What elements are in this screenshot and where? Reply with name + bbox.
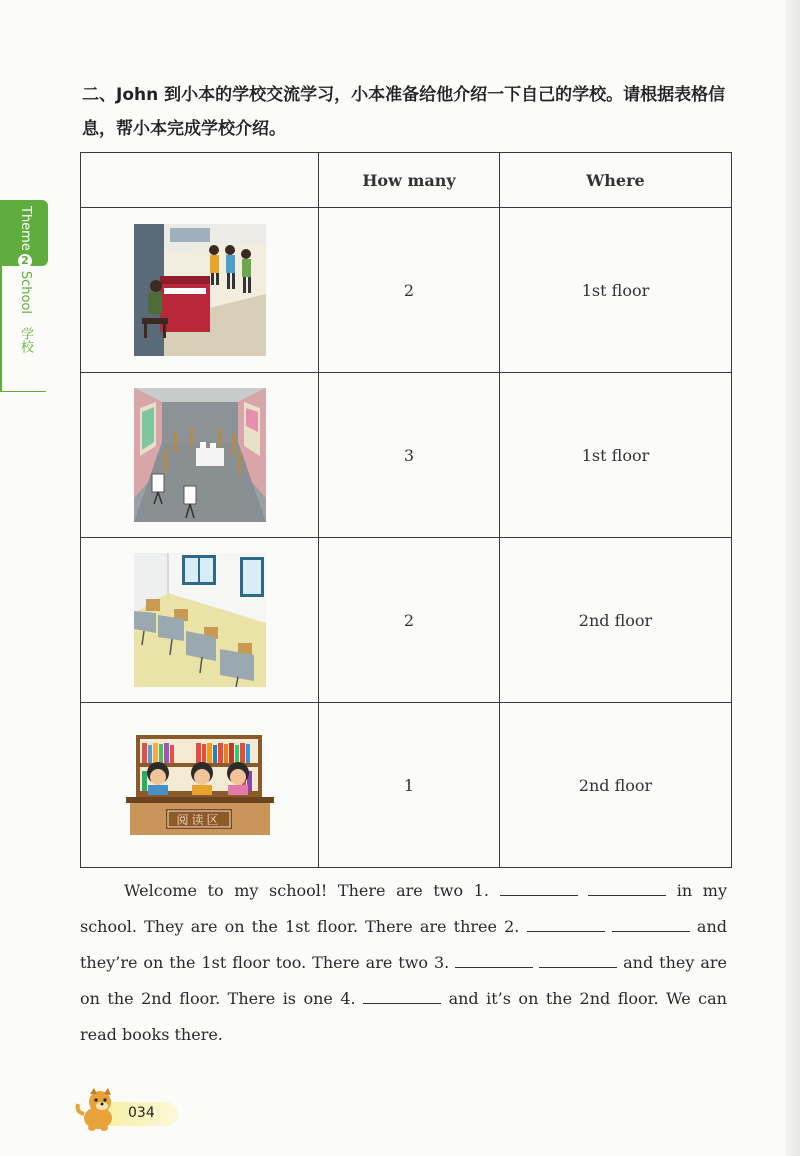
- page-edge: [786, 0, 800, 1156]
- passage-segment: Welcome to my school! There are two 1.: [124, 881, 489, 900]
- how-many-cell: 2: [319, 538, 500, 703]
- theme-label: Theme: [18, 206, 33, 251]
- where-cell: 1st floor: [500, 373, 732, 538]
- picture-cell: [81, 538, 319, 703]
- table-row: [81, 538, 732, 703]
- where-cell: 2nd floor: [500, 703, 732, 868]
- header-where: Where: [500, 153, 732, 208]
- table-row: [81, 703, 732, 868]
- music-room-icon: [134, 224, 266, 356]
- side-rule: [0, 391, 46, 392]
- passage-segment: and they’re on the 1st floor too. There are two 3.: [80, 917, 728, 972]
- passage-segment: and it’s on the 2nd floor. We can read books there.: [80, 989, 727, 1044]
- where-cell: 1st floor: [500, 208, 732, 373]
- table-header-row: [81, 153, 732, 208]
- blank-1a[interactable]: [500, 881, 578, 896]
- blank-1b[interactable]: [588, 881, 666, 896]
- how-many-cell: 2: [319, 208, 500, 373]
- picture-cell: [81, 703, 319, 868]
- theme-number-badge: 2: [18, 254, 32, 268]
- picture-cell: [81, 373, 319, 538]
- passage-paragraph: [80, 873, 727, 1053]
- subject-en: School: [18, 270, 33, 315]
- page-number: 034: [128, 1105, 155, 1121]
- exercise-title: 二、John 到小本的学校交流学习，小本准备给他介绍一下自己的学校。请根据表格信息，帮小本完成学校介绍。: [82, 85, 726, 139]
- art-room-icon: [134, 388, 266, 522]
- picture-cell: [81, 208, 319, 373]
- where-cell: 2nd floor: [500, 538, 732, 703]
- page-footer: [74, 1088, 184, 1132]
- dog-mascot-icon: [74, 1088, 120, 1132]
- theme-side-tab: [0, 200, 50, 395]
- side-tab-text: [18, 206, 32, 353]
- blank-3a[interactable]: [455, 953, 533, 968]
- passage-segment: and they are on the 2nd floor. There is one 4.: [80, 953, 728, 1008]
- passage-segment: in my school. They are on the 1st floor. There are three 2.: [80, 881, 728, 936]
- table-row: [81, 208, 732, 373]
- blank-3b[interactable]: [539, 953, 617, 968]
- computer-room-icon: [134, 553, 266, 687]
- table-row: [81, 373, 732, 538]
- library-icon: [126, 735, 274, 835]
- subject-cn: 学校: [18, 327, 33, 354]
- blank-4[interactable]: [363, 989, 441, 1004]
- header-how-many: How many: [319, 153, 500, 208]
- library-sign-text: 阅读区: [175, 813, 222, 827]
- school-info-table: [80, 152, 732, 868]
- blank-2a[interactable]: [527, 917, 605, 932]
- how-many-cell: 3: [319, 373, 500, 538]
- blank-2b[interactable]: [612, 917, 690, 932]
- header-picture: [81, 153, 319, 208]
- how-many-cell: 1: [319, 703, 500, 868]
- side-rail: [0, 266, 2, 391]
